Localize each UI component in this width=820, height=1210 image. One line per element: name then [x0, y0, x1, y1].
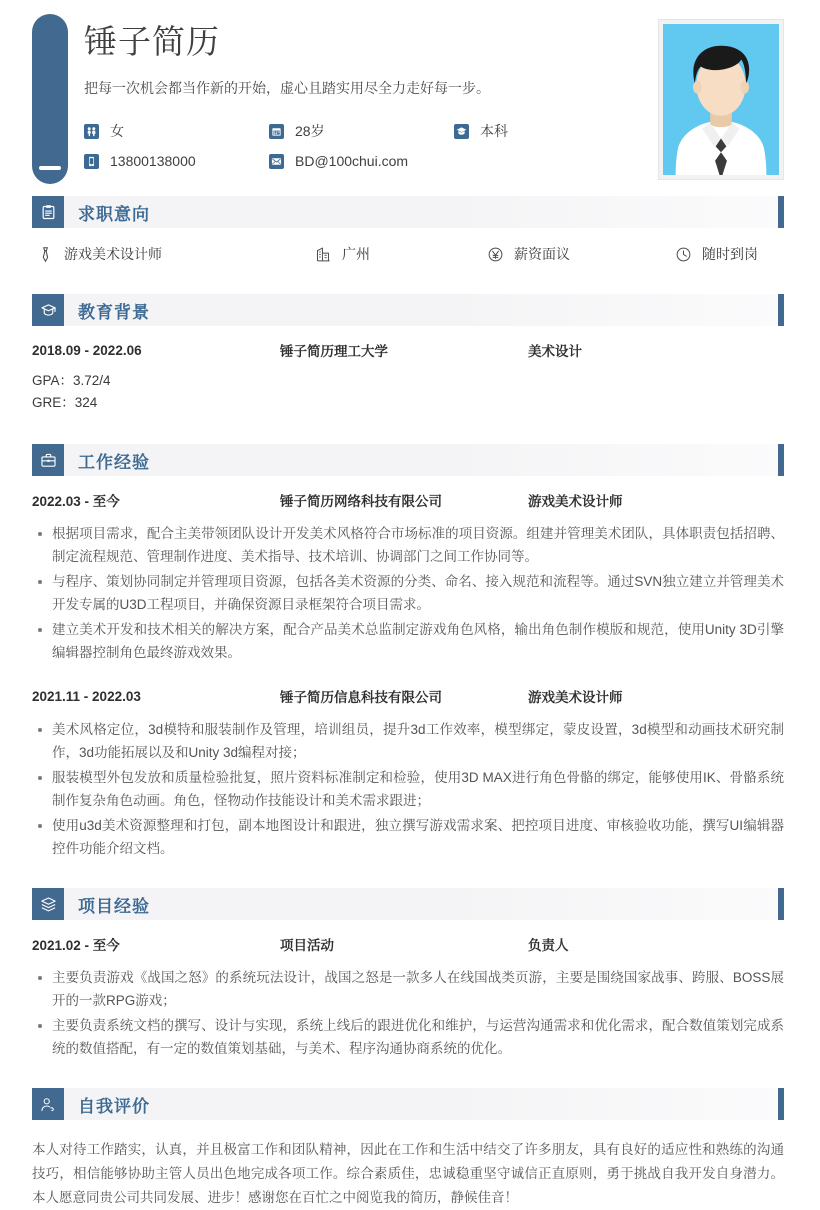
- info-email-value: BD@100chui.com: [295, 153, 409, 169]
- work-date: 2021.11 - 2022.03: [32, 688, 141, 704]
- project-role: 负责人: [528, 938, 569, 953]
- accent-bar-notch: [39, 166, 61, 170]
- contact-info-row: [84, 146, 624, 176]
- list-item: 使用u3d美术资源整理和打包，副本地图设计和跟进，独立撰写游戏需求案、把控项目进度、审核验收功能，撰写UI编辑器控件功能介绍文档。: [32, 814, 784, 860]
- info-age: [269, 121, 454, 141]
- project-entry: [0, 934, 820, 1060]
- list-item: 服装模型外包发放和质量检验批复，照片资料标准制定和检验，使用3D MAX进行角色骨骼的绑定，能够使用IK、骨骼系统制作复杂角色动画。角色，怪物动作技能设计和美术需求跟进；: [32, 766, 784, 812]
- info-gender-value: 女: [110, 123, 124, 139]
- work-bullets: [32, 522, 784, 664]
- header-body: [84, 20, 624, 176]
- work-entry: [0, 490, 820, 664]
- work-meta-row: [32, 490, 784, 510]
- project-name: 项目活动: [280, 938, 334, 953]
- necktie-icon: [36, 245, 55, 264]
- contact-info-row: [84, 116, 624, 146]
- avatar: [658, 19, 784, 180]
- section-endcap: [778, 444, 784, 476]
- work-title: 游戏美术设计师: [528, 494, 623, 509]
- gender-icon: [84, 124, 99, 139]
- work-meta-row: [32, 686, 784, 706]
- education-gre: GRE：324: [32, 395, 98, 410]
- header-tagline: 把每一次机会都当作新的开始，虚心且踏实用尽全力走好每一步。: [84, 80, 490, 96]
- education-school: 锤子简历理工大学: [280, 344, 388, 359]
- list-item: 与程序、策划协同制定并管理项目资源，包括各美术资源的分类、命名、接入规范和流程等。通过SVN独立建立并管理美术开发专属的U3D工程项目，并确保资源目录框架符合项目需求。: [32, 570, 784, 616]
- work-date: 2022.03 - 至今: [32, 494, 120, 509]
- page-title: 锤子简历: [84, 23, 220, 60]
- work-company: 锤子简历信息科技有限公司: [280, 690, 442, 705]
- evaluation-text: 本人对待工作踏实，认真，并且极富工作和团队精神，因此在工作和生活中结交了许多朋友，具有良好的适应性和熟练的沟通技巧，相信能够协助主管人员出色地完成各项工作。综合素质佳，忠诚稳重坚守诚信正直原则，勇于挑战自我开发自身潜力。本人愿意同贵公司共同发展、进步！感谢您在百忙之中阅览我的简历，静候佳音！: [32, 1142, 784, 1205]
- section-endcap: [778, 1088, 784, 1120]
- education-meta-row: [32, 340, 784, 360]
- work-company: 锤子简历网络科技有限公司: [280, 494, 442, 509]
- project-date: 2021.02 - 至今: [32, 938, 120, 953]
- clipboard-icon: [32, 196, 64, 228]
- calendar-icon: [269, 124, 284, 139]
- briefcase-icon: [32, 444, 64, 476]
- info-age-value: 28岁: [295, 123, 325, 139]
- info-phone: [84, 153, 269, 169]
- avatar-illustration: [663, 24, 779, 175]
- section-header-intent: [32, 196, 784, 228]
- education-major: 美术设计: [528, 344, 582, 359]
- info-degree: [454, 121, 624, 141]
- intent-row: [0, 228, 820, 264]
- header-accent-bar: [32, 14, 68, 184]
- info-phone-value: 13800138000: [110, 153, 196, 169]
- intent-salary: [486, 244, 674, 264]
- intent-availability-value: 随时到岗: [702, 246, 758, 262]
- info-email: [269, 153, 454, 169]
- intent-city: [314, 244, 486, 264]
- section-title-intent: 求职意向: [78, 204, 150, 224]
- work-entry: [0, 686, 820, 860]
- section-title-work: 工作经验: [78, 452, 150, 472]
- phone-icon: [84, 154, 99, 169]
- graduation-cap-icon: [454, 124, 469, 139]
- section-header-project: [32, 888, 784, 920]
- list-item: 美术风格定位，3d模特和服装制作及管理，培训组员，提升3d工作效率，模型绑定，蒙皮设置，3d模型和动画技术研究制作，3d功能拓展以及和Unity 3d编程对接；: [32, 718, 784, 764]
- envelope-icon: [269, 154, 284, 169]
- section-header-education: [32, 294, 784, 326]
- building-icon: [314, 245, 333, 264]
- project-meta-row: [32, 934, 784, 954]
- clock-icon: [674, 245, 693, 264]
- list-item: 主要负责系统文档的撰写、设计与实现，系统上线后的跟进优化和维护，与运营沟通需求和优化需求，配合数值策划完成系统的数值搭配，有一定的数值策划基础，与美术、程序沟通协商系统的优化。: [32, 1014, 784, 1060]
- section-title-evaluation: 自我评价: [78, 1096, 150, 1116]
- intent-availability: [674, 244, 784, 264]
- work-bullets: [32, 718, 784, 860]
- info-degree-value: 本科: [480, 123, 508, 139]
- list-item: 建立美术开发和技术相关的解决方案，配合产品美术总监制定游戏角色风格，输出角色制作模版和规范，使用Unity 3D引擎编辑器控制角色最终游戏效果。: [32, 618, 784, 664]
- section-title-project: 项目经验: [78, 896, 150, 916]
- list-item: 主要负责游戏《战国之怒》的系统玩法设计，战国之怒是一款多人在线国战类页游，主要是围绕国家战事、跨服、BOSS展开的一款RPG游戏；: [32, 966, 784, 1012]
- yuan-icon: [486, 245, 505, 264]
- section-endcap: [778, 196, 784, 228]
- section-header-evaluation: [32, 1088, 784, 1120]
- section-endcap: [778, 294, 784, 326]
- layers-icon: [32, 888, 64, 920]
- project-bullets: [32, 966, 784, 1060]
- user-check-icon: [32, 1088, 64, 1120]
- resume-header: [0, 0, 820, 196]
- section-header-work: [32, 444, 784, 476]
- education-date: 2018.09 - 2022.06: [32, 342, 142, 358]
- education-entry: [0, 340, 820, 414]
- info-gender: [84, 121, 269, 141]
- intent-position-value: 游戏美术设计师: [64, 246, 162, 262]
- contact-info-grid: [84, 116, 624, 176]
- list-item: 根据项目需求，配合主美带领团队设计开发美术风格符合市场标准的项目资源。组建并管理美术团队，具体职责包括招聘、制定流程规范、管理制作进度、美术指导、技术培训、协调部门之间工作协同等。: [32, 522, 784, 568]
- graduation-cap-icon: [32, 294, 64, 326]
- work-title: 游戏美术设计师: [528, 690, 623, 705]
- avatar-svg: [663, 24, 779, 175]
- section-title-education: 教育背景: [78, 302, 150, 322]
- evaluation-body: [0, 1138, 820, 1210]
- education-gpa: GPA：3.72/4: [32, 373, 111, 388]
- section-endcap: [778, 888, 784, 920]
- intent-salary-value: 薪资面议: [514, 246, 570, 262]
- intent-city-value: 广州: [342, 246, 370, 262]
- intent-position: [36, 244, 314, 264]
